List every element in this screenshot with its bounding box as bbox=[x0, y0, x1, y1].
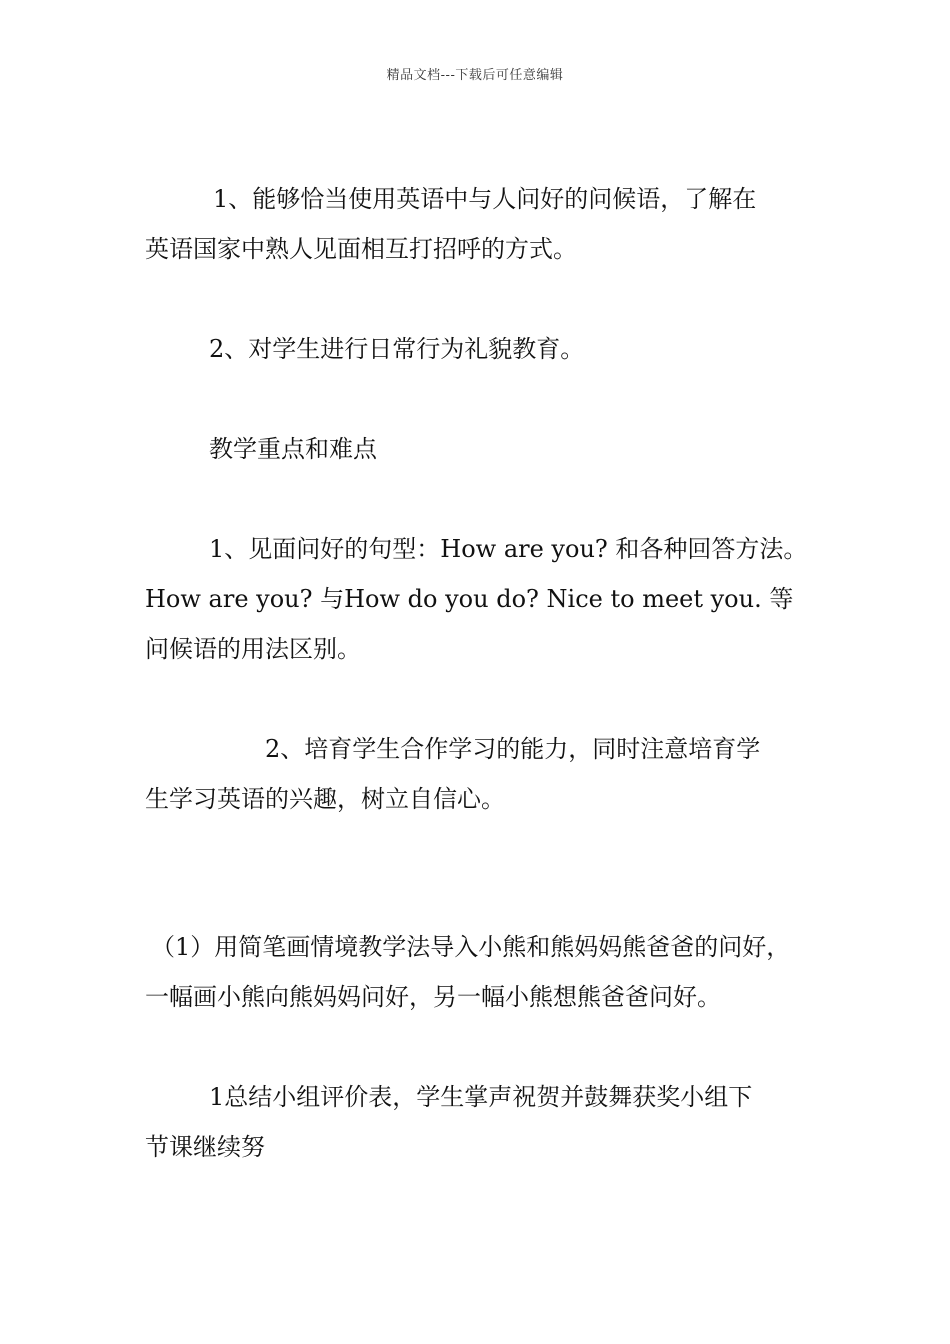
paragraph-step-1 bbox=[145, 922, 815, 1022]
paragraph-line: 2、培育学生合作学习的能力，同时注意培育学 bbox=[265, 735, 761, 763]
paragraph-keypoint-2 bbox=[145, 724, 815, 824]
paragraph-line: 1、能够恰当使用英语中与人问好的问候语，了解在 bbox=[213, 185, 757, 213]
paragraph-line: 生学习英语的兴趣，树立自信心。 bbox=[145, 785, 505, 813]
paragraph-objective-1 bbox=[145, 174, 815, 274]
paragraph-line: 一幅画小熊向熊妈妈问好，另一幅小熊想熊爸爸问好。 bbox=[145, 983, 721, 1011]
paragraph-line: How are you? 与How do you do? Nice to meet you. 等 bbox=[145, 585, 794, 613]
paragraph-objective-2 bbox=[145, 324, 815, 374]
paragraph-line: 问候语的用法区别。 bbox=[145, 635, 361, 663]
paragraph-line: 节课继续努 bbox=[145, 1133, 265, 1161]
heading-line: 教学重点和难点 bbox=[209, 435, 377, 463]
paragraph-line: 2、对学生进行日常行为礼貌教育。 bbox=[209, 335, 585, 363]
paragraph-line: 英语国家中熟人见面相互打招呼的方式。 bbox=[145, 235, 577, 263]
paragraph-summary bbox=[145, 1072, 815, 1172]
paragraph-line: （1）用简笔画情境教学法导入小熊和熊妈妈熊爸爸的问好， bbox=[151, 933, 791, 961]
section-heading bbox=[145, 424, 815, 474]
page-header: 精品文档---下载后可任意编辑 bbox=[386, 68, 564, 83]
paragraph-line: 1总结小组评价表，学生掌声祝贺并鼓舞获奖小组下 bbox=[209, 1083, 753, 1111]
paragraph-line: 1、见面问好的句型：How are you? 和各种回答方法。 bbox=[209, 535, 808, 563]
paragraph-keypoint-1 bbox=[145, 524, 815, 674]
